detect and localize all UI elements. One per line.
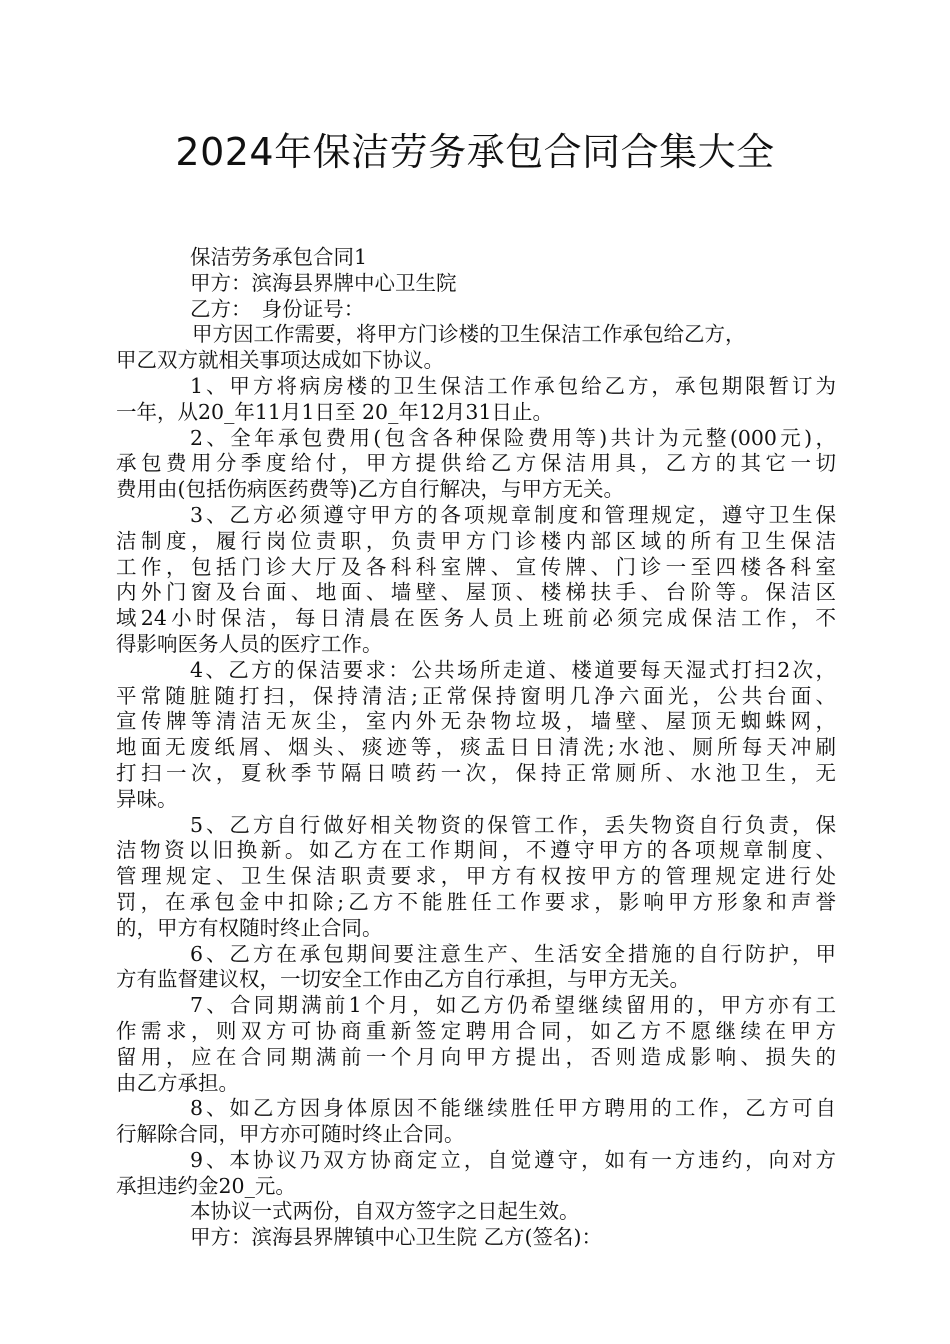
body-line: 留用，应在合同期满前一个月向甲方提出，否则造成影响、损失的: [116, 1044, 836, 1069]
body-line: 9、本协议乃双方协商定立，自觉遵守，如有一方违约，向对方: [190, 1147, 836, 1172]
body-line: 域24小时保洁，每日清晨在医务人员上班前必须完成保洁工作，不: [116, 606, 836, 631]
body-line: 异味。: [116, 786, 178, 811]
body-line: 费用由(包括伤病医药费等)乙方自行解决，与甲方无关。: [116, 477, 624, 502]
body-line: 宣传牌等清洁无灰尘，室内外无杂物垃圾，墙壁、屋顶无蜘蛛网，: [116, 709, 836, 734]
body-line: 内外门窗及台面、地面、墙壁、屋顶、楼梯扶手、台阶等。保洁区: [116, 580, 836, 605]
body-line: 3、乙方必须遵守甲方的各项规章制度和管理规定，遵守卫生保: [190, 502, 836, 527]
document-body: [116, 245, 836, 1251]
body-line: 平常随脏随打扫，保持清洁;正常保持窗明几净六面光，公共台面、: [116, 683, 836, 708]
body-line: 4、乙方的保洁要求：公共场所走道、楼道要每天湿式打扫2次，: [190, 657, 836, 682]
body-line: 一年，从20_年11月1日至 20_年12月31日止。: [116, 399, 553, 424]
body-line: 甲方：滨海县界牌中心卫生院: [190, 270, 457, 295]
body-line: 甲方：滨海县界牌镇中心卫生院 乙方(签名)：: [190, 1225, 603, 1250]
body-line: 7、合同期满前1个月，如乙方仍希望继续留用的，甲方亦有工: [190, 993, 836, 1018]
body-line: 工作，包括门诊大厅及各科科室牌、宣传牌、门诊一至四楼各科室: [116, 554, 836, 579]
body-line: 地面无废纸屑、烟头、痰迹等，痰盂日日清洗;水池、厕所每天冲刷: [116, 735, 836, 760]
body-line: 6、乙方在承包期间要注意生产、生活安全措施的自行防护，甲: [190, 941, 836, 966]
body-line: 打扫一次，夏秋季节隔日喷药一次，保持正常厕所、水池卫生，无: [116, 760, 836, 785]
body-line: 的，甲方有权随时终止合同。: [116, 915, 383, 940]
body-line: 5、乙方自行做好相关物资的保管工作，丢失物资自行负责，保: [190, 812, 836, 837]
body-line: 由乙方承担。: [116, 1070, 239, 1095]
body-line: 管理规定、卫生保洁职责要求，甲方有权按甲方的管理规定进行处: [116, 864, 836, 889]
body-line: 本协议一式两份，自双方签字之日起生效。: [190, 1199, 580, 1224]
body-line: 方有监督建议权，一切安全工作由乙方自行承担，与甲方无关。: [116, 967, 690, 992]
body-line: 保洁劳务承包合同1: [190, 245, 368, 269]
body-line: 甲方因工作需要，将甲方门诊楼的卫生保洁工作承包给乙方，: [192, 322, 746, 347]
body-line: 得影响医务人员的医疗工作。: [116, 631, 383, 656]
body-line: 洁物资以旧换新。如乙方在工作期间，不遵守甲方的各项规章制度、: [116, 838, 836, 863]
body-line: 洁制度，履行岗位责职，负责甲方门诊楼内部区域的所有卫生保洁: [116, 528, 836, 553]
body-line: 承包费用分季度给付，甲方提供给乙方保洁用具，乙方的其它一切: [116, 451, 836, 476]
body-line: 罚，在承包金中扣除;乙方不能胜任工作要求，影响甲方形象和声誉: [116, 889, 836, 914]
body-line: 甲乙双方就相关事项达成如下协议。: [116, 348, 444, 373]
body-line: 乙方： 身份证号：: [190, 296, 365, 321]
body-line: 1、甲方将病房楼的卫生保洁工作承包给乙方，承包期限暂订为: [190, 373, 836, 398]
body-line: 2、全年承包费用(包含各种保险费用等)共计为元整(000元)，: [190, 425, 836, 450]
body-line: 行解除合同，甲方亦可随时终止合同。: [116, 1122, 465, 1147]
body-line: 承担违约金20_元。: [116, 1173, 296, 1198]
body-line: 作需求，则双方可协商重新签定聘用合同，如乙方不愿继续在甲方: [116, 1018, 836, 1043]
document-title: 2024年保洁劳务承包合同合集大全: [175, 130, 775, 174]
body-line: 8、如乙方因身体原因不能继续胜任甲方聘用的工作，乙方可自: [190, 1096, 836, 1121]
